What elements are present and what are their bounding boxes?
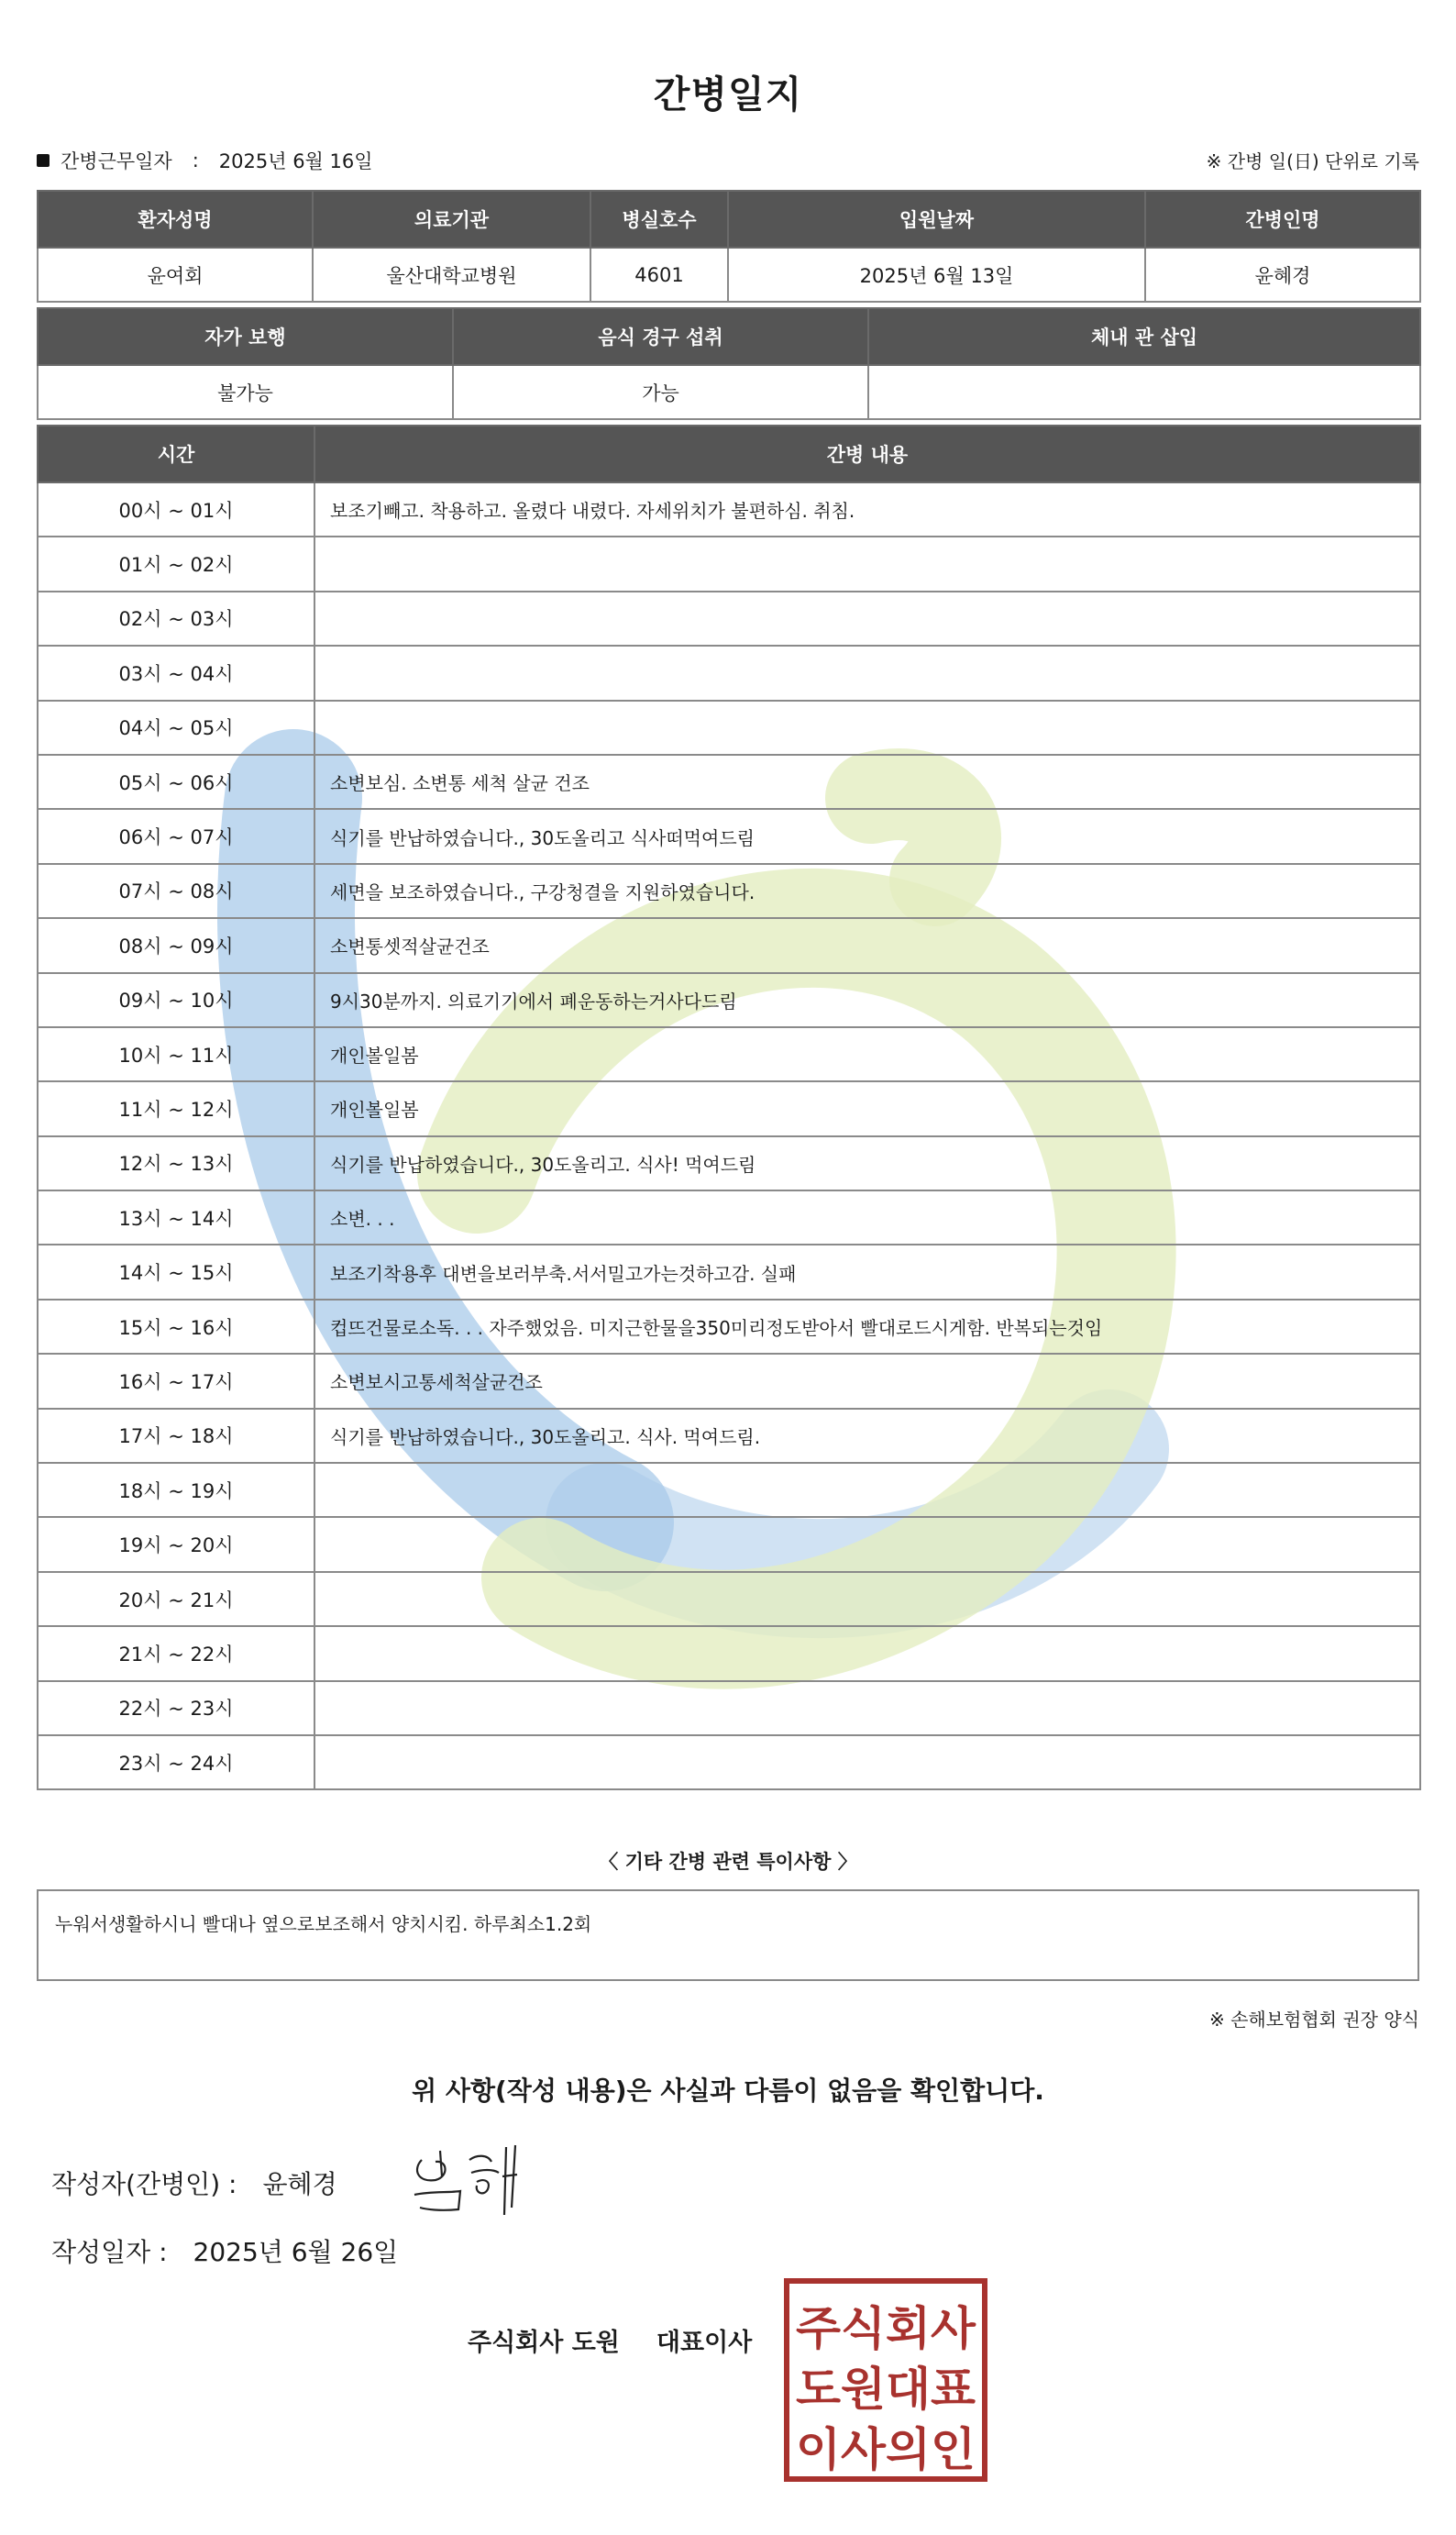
time-cell: 20시 ~ 21시 bbox=[38, 1572, 314, 1626]
writer-label: 작성자(간병인) : bbox=[51, 2169, 237, 2199]
oral-intake-value: 가능 bbox=[453, 365, 868, 419]
table-row bbox=[38, 482, 1420, 537]
writer-name: 윤혜경 bbox=[262, 2169, 337, 2199]
time-cell: 02시 ~ 03시 bbox=[38, 592, 314, 646]
confirm-statement: 위 사항(작성 내용)은 사실과 다름이 없음을 확인합니다. bbox=[412, 2076, 1044, 2106]
care-content-cell: 컵뜨건물로소독. . . 자주했었음. 미지근한물을350미리정도받아서 빨대로드시게함. 반복되는것임 bbox=[314, 1300, 1420, 1354]
company-name: 주식회사 도원 bbox=[468, 2329, 620, 2357]
care-content-cell: 소변보심. 소변통 세척 살균 건조 bbox=[314, 755, 1420, 809]
time-cell: 13시 ~ 14시 bbox=[38, 1190, 314, 1245]
table-row bbox=[38, 1517, 1420, 1571]
hospital-name: 울산대학교병원 bbox=[313, 248, 590, 302]
care-content-cell: 보조기착용후 대변을보러부축.서서밀고가는것하고감. 실패 bbox=[314, 1245, 1420, 1299]
header-tube-insertion: 체내 관 삽입 bbox=[868, 308, 1420, 365]
handwritten-signature bbox=[403, 2142, 532, 2224]
patient-header-row bbox=[38, 191, 1420, 248]
written-date-label: 작성일자 : bbox=[51, 2237, 168, 2267]
header-care-content: 간병 내용 bbox=[314, 426, 1420, 482]
care-log-table bbox=[37, 425, 1421, 1790]
recommend-note: ※ 손해보험협회 권장 양식 bbox=[1208, 2009, 1419, 2031]
document-title: 간병일지 bbox=[653, 72, 803, 116]
care-content-cell: 개인볼일봄 bbox=[314, 1027, 1420, 1081]
unit-note: ※ 간병 일(日) 단위로 기록 bbox=[1206, 150, 1419, 172]
notes-title: 〈 기타 간병 관련 특이사항 〉 bbox=[599, 1851, 857, 1873]
work-date-label: 간병근무일자 bbox=[61, 150, 172, 172]
tube-insertion-value bbox=[868, 365, 1420, 419]
condition-table bbox=[37, 307, 1421, 420]
care-content-cell bbox=[314, 1626, 1420, 1680]
company-line bbox=[468, 2322, 752, 2358]
time-cell: 23시 ~ 24시 bbox=[38, 1735, 314, 1789]
admission-date: 2025년 6월 13일 bbox=[728, 248, 1145, 302]
written-date-line bbox=[51, 2232, 398, 2269]
table-row bbox=[38, 1463, 1420, 1517]
work-date-separator: : bbox=[192, 149, 199, 172]
time-cell: 03시 ~ 04시 bbox=[38, 646, 314, 700]
patient-name: 윤여회 bbox=[38, 248, 313, 302]
table-row bbox=[38, 755, 1420, 809]
header-self-walking: 자가 보행 bbox=[38, 308, 453, 365]
table-row bbox=[38, 1245, 1420, 1299]
time-cell: 09시 ~ 10시 bbox=[38, 973, 314, 1027]
table-row bbox=[38, 1681, 1420, 1735]
header-oral-intake: 음식 경구 섭취 bbox=[453, 308, 868, 365]
table-row bbox=[38, 1735, 1420, 1789]
work-date bbox=[37, 147, 373, 174]
condition-value-row bbox=[38, 365, 1420, 419]
table-row bbox=[38, 1081, 1420, 1135]
table-row bbox=[38, 646, 1420, 700]
care-content-cell bbox=[314, 646, 1420, 700]
table-row bbox=[38, 1626, 1420, 1680]
header-time: 시간 bbox=[38, 426, 314, 482]
care-content-cell: 식기를 반납하였습니다., 30도올리고. 식사! 먹여드림 bbox=[314, 1136, 1420, 1190]
table-row bbox=[38, 537, 1420, 591]
time-cell: 01시 ~ 02시 bbox=[38, 537, 314, 591]
table-row bbox=[38, 918, 1420, 972]
care-content-cell: 식기를 반납하였습니다., 30도올리고. 식사. 먹여드림. bbox=[314, 1409, 1420, 1463]
time-cell: 11시 ~ 12시 bbox=[38, 1081, 314, 1135]
svg-text:주식회사: 주식회사 bbox=[796, 2302, 976, 2355]
written-date-value: 2025년 6월 26일 bbox=[193, 2237, 399, 2267]
header-hospital: 의료기관 bbox=[313, 191, 590, 248]
table-row bbox=[38, 1027, 1420, 1081]
time-cell: 22시 ~ 23시 bbox=[38, 1681, 314, 1735]
care-content-cell: 보조기빼고. 착용하고. 올렸다 내렸다. 자세위치가 불편하심. 취침. bbox=[314, 482, 1420, 537]
care-content-cell bbox=[314, 701, 1420, 755]
time-cell: 12시 ~ 13시 bbox=[38, 1136, 314, 1190]
patient-value-row bbox=[38, 248, 1420, 302]
bullet-square-icon bbox=[37, 154, 50, 167]
svg-text:이사의인: 이사의인 bbox=[796, 2423, 976, 2476]
care-content-cell bbox=[314, 1572, 1420, 1626]
care-content-cell: 소변보시고통세척살균건조 bbox=[314, 1354, 1420, 1408]
company-role: 대표이사 bbox=[656, 2329, 753, 2357]
time-cell: 15시 ~ 16시 bbox=[38, 1300, 314, 1354]
header-room: 병실호수 bbox=[590, 191, 728, 248]
time-cell: 00시 ~ 01시 bbox=[38, 482, 314, 537]
care-content-cell bbox=[314, 1681, 1420, 1735]
care-log-header-row bbox=[38, 426, 1420, 482]
time-cell: 07시 ~ 08시 bbox=[38, 864, 314, 918]
caregiver-name: 윤혜경 bbox=[1145, 248, 1420, 302]
table-row bbox=[38, 809, 1420, 863]
care-content-cell bbox=[314, 592, 1420, 646]
time-cell: 18시 ~ 19시 bbox=[38, 1463, 314, 1517]
condition-header-row bbox=[38, 308, 1420, 365]
table-row bbox=[38, 973, 1420, 1027]
care-content-cell bbox=[314, 1517, 1420, 1571]
header-patient-name: 환자성명 bbox=[38, 191, 313, 248]
care-content-cell bbox=[314, 1463, 1420, 1517]
notes-text: 누워서생활하시니 빨대나 옆으로보조해서 양치시킴. 하루최소1.2회 bbox=[55, 1913, 592, 1935]
writer-line bbox=[51, 2164, 337, 2201]
care-content-cell bbox=[314, 537, 1420, 591]
care-content-cell: 소변통셋적살균건조 bbox=[314, 918, 1420, 972]
meta-row bbox=[37, 147, 1419, 174]
care-content-cell: 소변. . . bbox=[314, 1190, 1420, 1245]
care-content-cell: 9시30분까지. 의료기기에서 폐운동하는거사다드림 bbox=[314, 973, 1420, 1027]
svg-text:도원대표: 도원대표 bbox=[796, 2363, 976, 2416]
patient-info-table bbox=[37, 190, 1421, 303]
self-walking-value: 불가능 bbox=[38, 365, 453, 419]
notes-box bbox=[37, 1889, 1419, 1981]
table-row bbox=[38, 592, 1420, 646]
time-cell: 08시 ~ 09시 bbox=[38, 918, 314, 972]
table-row bbox=[38, 1409, 1420, 1463]
table-row bbox=[38, 701, 1420, 755]
care-content-cell: 개인볼일봄 bbox=[314, 1081, 1420, 1135]
table-row bbox=[38, 1190, 1420, 1245]
time-cell: 19시 ~ 20시 bbox=[38, 1517, 314, 1571]
care-content-cell: 식기를 반납하였습니다., 30도올리고 식사떠먹여드림 bbox=[314, 809, 1420, 863]
work-date-value: 2025년 6월 16일 bbox=[218, 150, 373, 172]
care-log-body bbox=[38, 482, 1420, 1789]
time-cell: 10시 ~ 11시 bbox=[38, 1027, 314, 1081]
table-row bbox=[38, 1354, 1420, 1408]
time-cell: 14시 ~ 15시 bbox=[38, 1245, 314, 1299]
table-row bbox=[38, 1300, 1420, 1354]
table-row bbox=[38, 864, 1420, 918]
table-row bbox=[38, 1136, 1420, 1190]
header-caregiver-name: 간병인명 bbox=[1145, 191, 1420, 248]
company-seal-stamp bbox=[784, 2278, 987, 2482]
table-row bbox=[38, 1572, 1420, 1626]
time-cell: 06시 ~ 07시 bbox=[38, 809, 314, 863]
time-cell: 17시 ~ 18시 bbox=[38, 1409, 314, 1463]
time-cell: 05시 ~ 06시 bbox=[38, 755, 314, 809]
time-cell: 04시 ~ 05시 bbox=[38, 701, 314, 755]
time-cell: 21시 ~ 22시 bbox=[38, 1626, 314, 1680]
room-number: 4601 bbox=[590, 248, 728, 302]
header-admission-date: 입원날짜 bbox=[728, 191, 1145, 248]
care-content-cell: 세면을 보조하였습니다., 구강청결을 지원하였습니다. bbox=[314, 864, 1420, 918]
care-content-cell bbox=[314, 1735, 1420, 1789]
time-cell: 16시 ~ 17시 bbox=[38, 1354, 314, 1408]
